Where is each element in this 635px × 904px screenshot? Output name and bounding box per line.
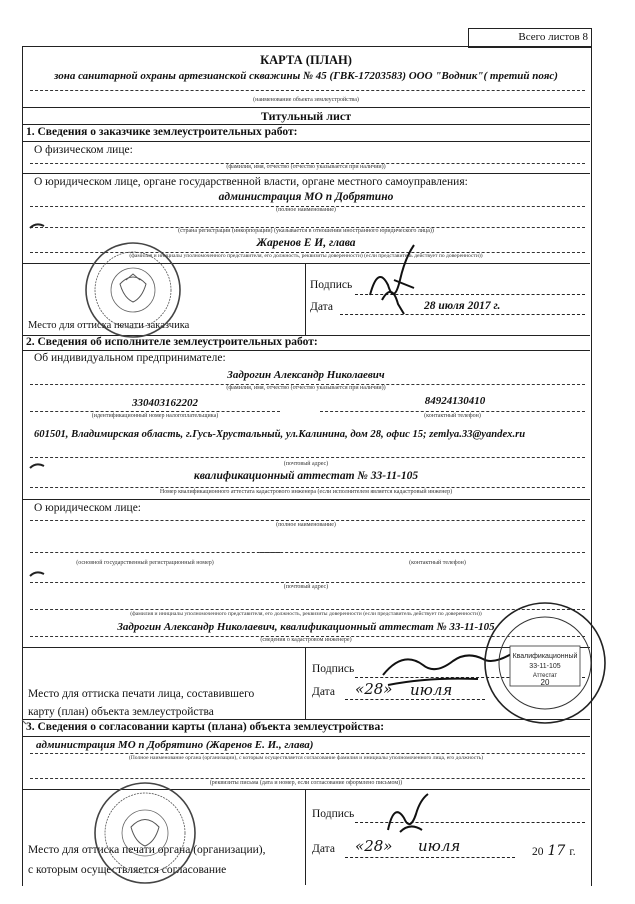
entrepreneur-name-caption: (фамилия, имя, отчество (отчество указывается при наличии)) [226, 385, 386, 391]
approver-caption: (Полное наименование органа (организации), с которым осуществляется согласование фамилия и инициалы уполномоченного лица, его должность) [128, 755, 484, 761]
executor-legal-label: О юридическом лице: [34, 502, 141, 514]
legal-rep-caption: (фамилия и инициалы уполномоченного представителя, его должность, реквизиты доверенности (если представитель действует по доверенности)) [130, 611, 482, 617]
sheet-name: Титульный лист [260, 109, 352, 123]
legal-name-caption: (полное наименование) [276, 207, 336, 213]
executor-seal-caption-1: Место для оттиска печати лица, составившего [28, 688, 255, 700]
approval-date-label: Дата [312, 843, 335, 855]
representative-caption: (фамилия и инициалы уполномоченного представителя, его должность, реквизиты доверенности) (если представитель действует по доверенности)) [129, 253, 483, 259]
engineer-caption: (сведения о кадастровом инженере) [260, 637, 352, 643]
entrepreneur-label: Об индивидуальном предпринимателе: [34, 352, 226, 364]
engineer-certificate: квалификационный аттестат № 33-11-105 [193, 470, 419, 482]
section2-heading: 2. Сведения об исполнителе землеустроительных работ: [26, 336, 318, 348]
entrepreneur-inn: 330403162202 [132, 397, 198, 409]
individual-label: О физическом лице: [34, 144, 133, 156]
legal-full-caption: (полное наименование) [276, 522, 336, 528]
approval-seal-caption-1: Место для оттиска печати органа (организации), [28, 844, 266, 856]
approval-date-day: «28» [355, 837, 393, 855]
executor-date-label: Дата [312, 686, 335, 698]
document-title: КАРТА (ПЛАН) [260, 53, 352, 67]
entrepreneur-address: 601501, Владимирская область, г.Гусь-Хрустальный, ул.Калинина, дом 28, офис 15; zemlya.33@yandex.ru [34, 429, 526, 440]
section3-heading: 3. Сведения о согласовании карты (плана) объекта землеустройства: [26, 721, 385, 733]
inn-caption: (идентификационный номер налогоплательщика) [91, 413, 219, 419]
approval-seal-caption-2: с которым осуществляется согласование [28, 864, 227, 876]
legal-label: О юридическом лице, органе государственной власти, органе местного самоуправления: [34, 176, 468, 188]
phone-caption: (контактный телефон) [424, 413, 481, 419]
stamp-title: Квалификационный [512, 653, 578, 660]
customer-signature-label: Подпись [310, 279, 353, 291]
customer-seal-icon [58, 240, 208, 340]
approval-seal-icon [70, 778, 220, 888]
stamp-sub: Аттестат [532, 673, 558, 679]
sheets-total-box [468, 28, 592, 48]
cadastral-engineer: Задрогин Александр Николаевич, квалификационный аттестат № 33-11-105 [117, 621, 495, 633]
country-caption: (страна регистрации (инкорпорации) (указывается в отношении иностранного юридического лица)) [178, 228, 434, 234]
customer-legal-name: администрация МО п Добрятино [218, 191, 394, 203]
approval-year: 20 17 г. [532, 843, 576, 859]
customer-seal-caption: Место для оттиска печати заказчика [28, 320, 190, 331]
entrepreneur-name: Задрогин Александр Николаевич [227, 369, 385, 381]
customer-date-label: Дата [310, 301, 333, 313]
legal-phone-caption: (контактный телефон) [409, 560, 466, 566]
executor-seal-caption-2: карту (план) объекта землеустройства [28, 706, 214, 718]
customer-date-value: 28 июля 2017 г. [424, 300, 501, 312]
approval-date-month: июля [418, 837, 461, 855]
stamp-num2: 20 [540, 678, 550, 687]
entrepreneur-phone: 84924130410 [424, 395, 486, 407]
sheets-total: Всего листов 8 [518, 31, 588, 43]
executor-date-month: июля [410, 681, 453, 699]
approval-signature-icon [380, 790, 440, 840]
address-caption: (почтовый адрес) [283, 461, 329, 467]
legal-address-caption: (почтовый адрес) [283, 584, 329, 590]
executor-date-day: «28» [355, 680, 393, 698]
section1-heading: 1. Сведения о заказчике землеустроительных работ: [26, 126, 298, 138]
stamp-number: 33-11-105 [529, 663, 561, 670]
customer-signature-icon [360, 240, 430, 320]
engineer-stamp-icon [480, 598, 610, 728]
approver-name: администрация МО п Добрятино (Жаренов Е. И., глава) [36, 739, 314, 751]
object-name-caption: (наименование объекта землеустройства) [253, 97, 359, 103]
individual-caption: (фамилия, имя, отчество (отчество указывается при наличии)) [226, 164, 386, 170]
letter-caption: (реквизиты письма (дата и номер, если согласование оформлено письмом)) [209, 780, 403, 786]
approval-signature-label: Подпись [312, 808, 355, 820]
object-name: зона санитарной охраны артезианской скважины № 45 (ГВК-17203583) ООО "Водник"( третий пояс) [54, 70, 558, 82]
customer-representative: Жаренов Е И, глава [256, 237, 356, 249]
executor-signature-label: Подпись [312, 663, 355, 675]
certificate-caption: Номер квалификационного аттестата кадастрового инженера (если исполнителем является кадастровый инженер) [159, 489, 453, 495]
ogrn-caption: (основной государственный регистрационный номер) [76, 560, 214, 566]
